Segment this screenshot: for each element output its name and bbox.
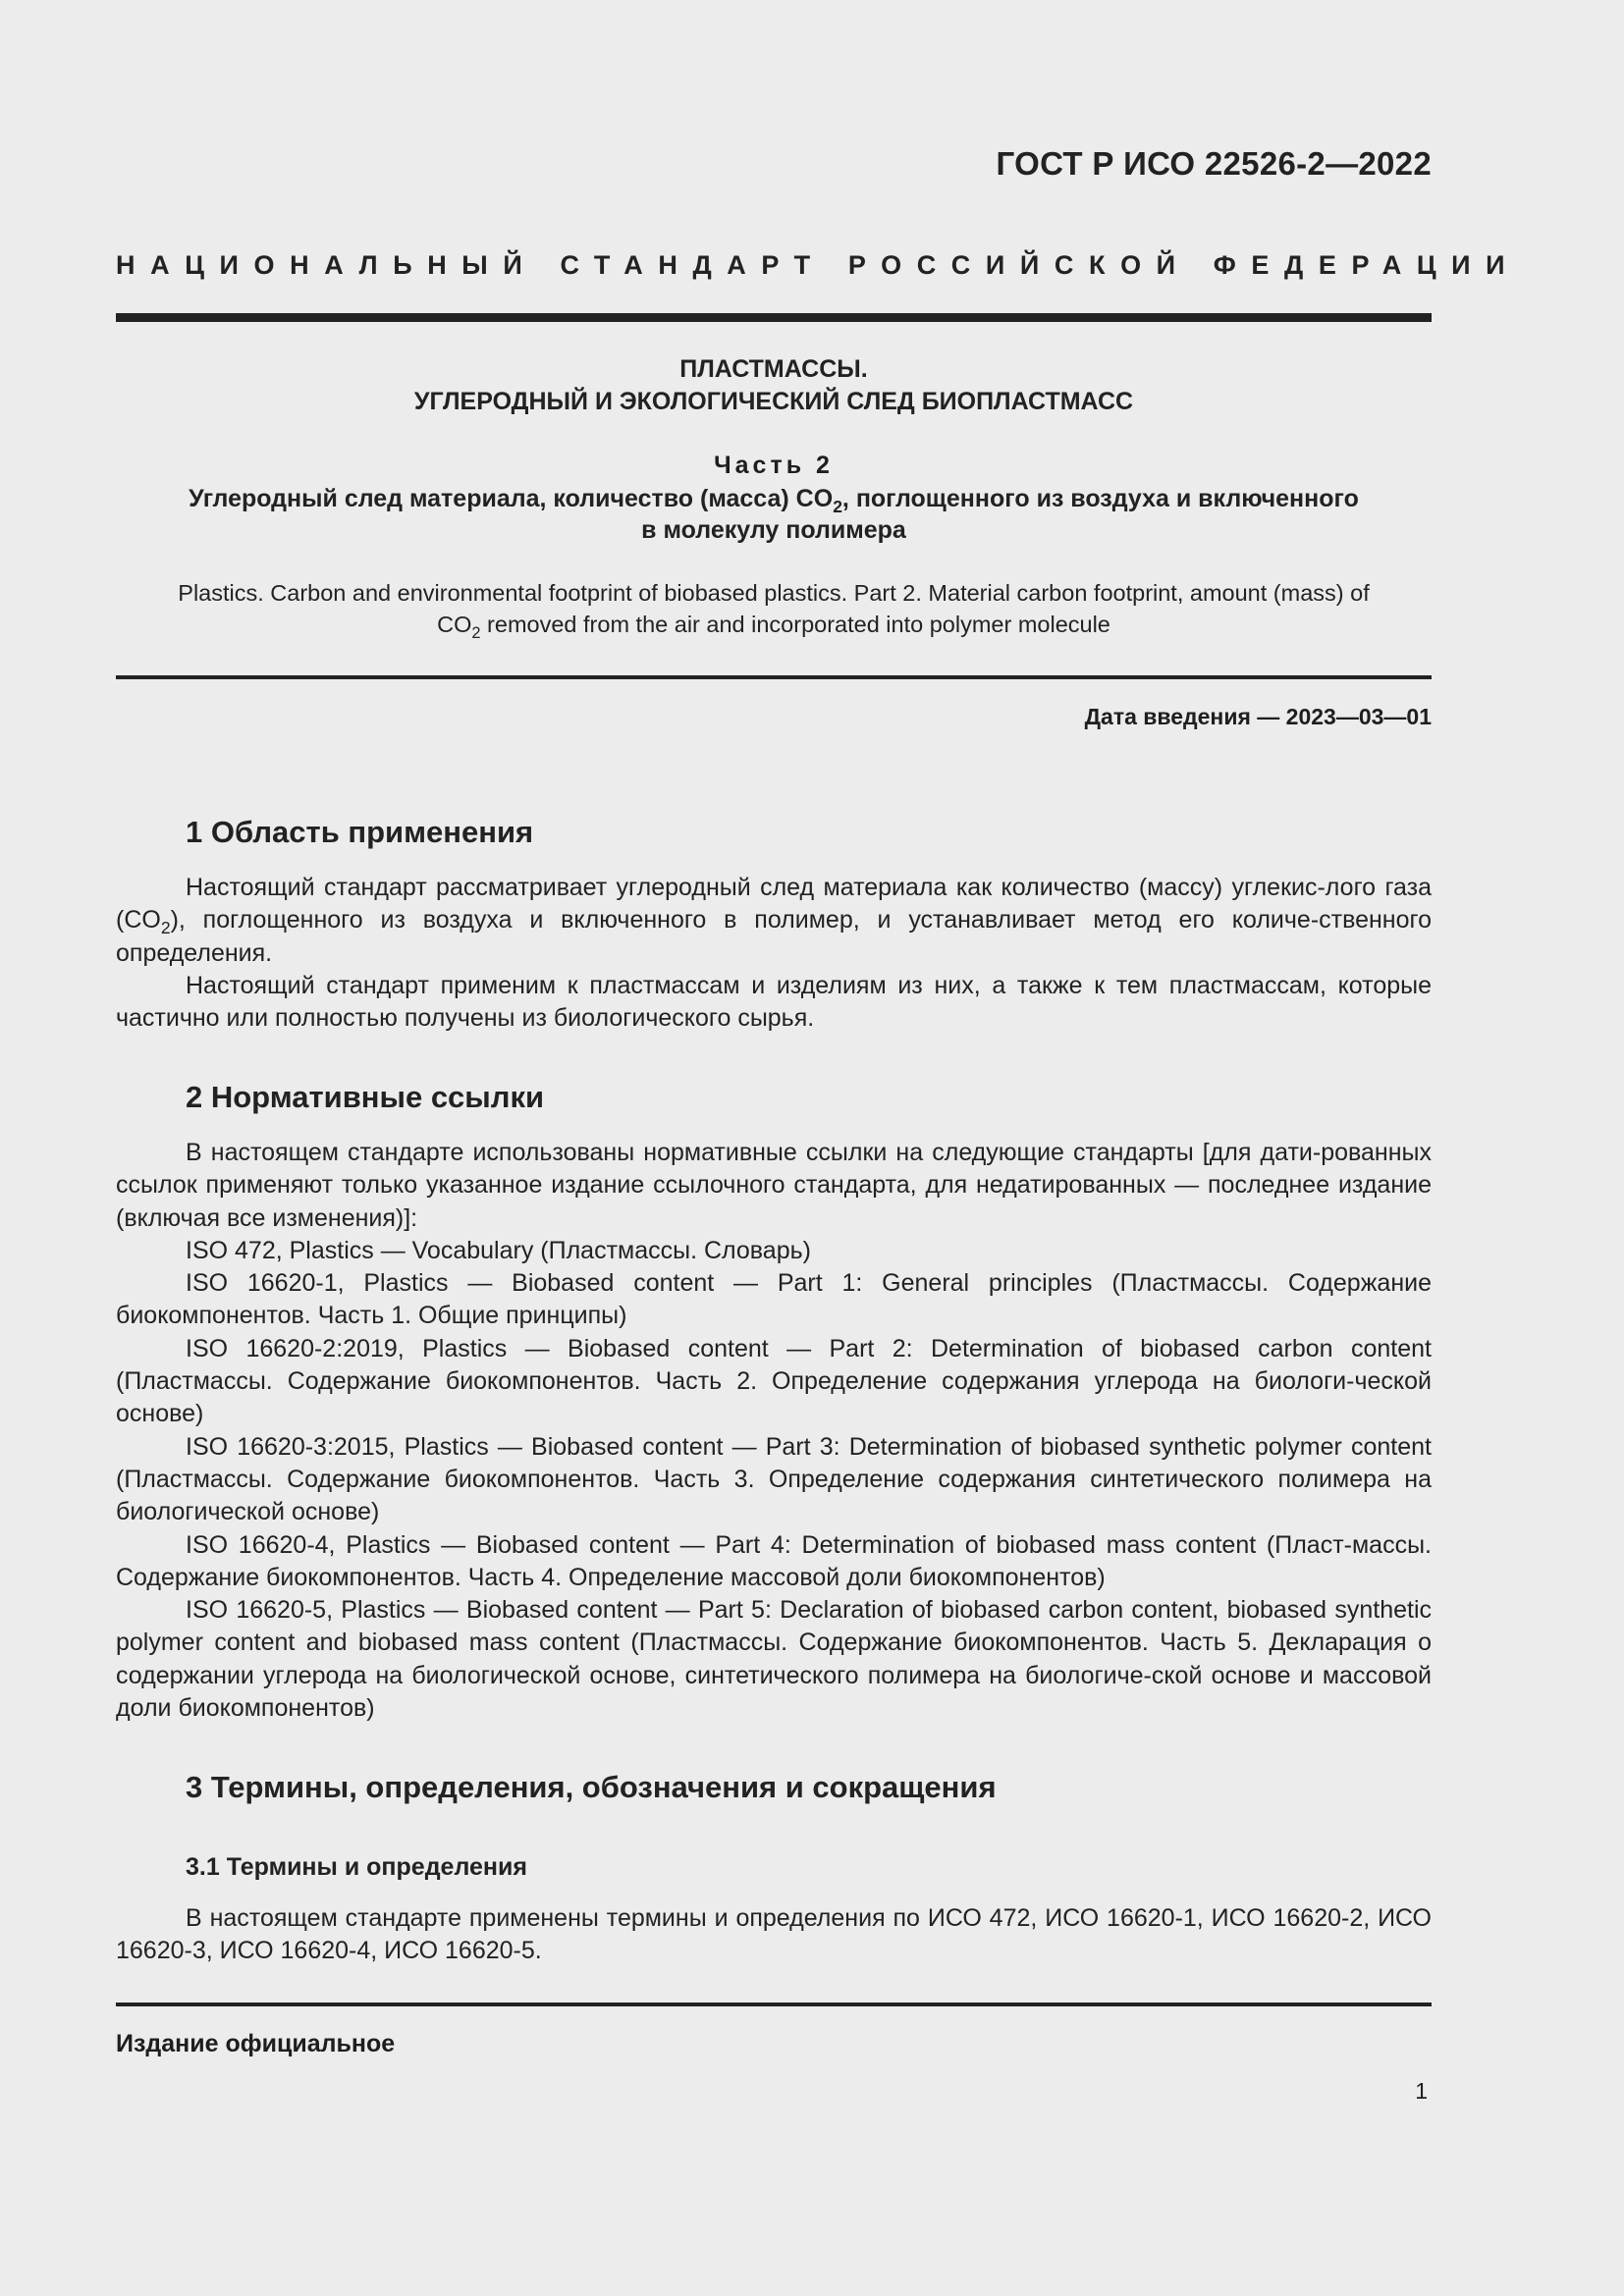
section-1-body	[116, 872, 1432, 1035]
section-1-p1-subscript: 2	[160, 918, 171, 938]
reference-item: ISO 16620-2:2019, Plastics — Biobased content — Part 2: Determination of biobased carbon content (Пластмассы. Содержание биокомпонентов. Часть 2. Определение содержания углерода на биологи-ческой основе)	[116, 1334, 1432, 1428]
standard-code: ГОСТ Р ИСО 22526-2—2022	[996, 145, 1432, 182]
section-1-p1-text-a: Настоящий стандарт рассматривает углеродный след материала как количество (массу) углекис-лого газа (CO	[116, 874, 1432, 934]
english-co: CO	[437, 612, 472, 637]
english-title	[116, 577, 1432, 640]
title-line-2: УГЛЕРОДНЫЙ И ЭКОЛОГИЧЕСКИЙ СЛЕД БИОПЛАСТМАСС	[413, 388, 1134, 415]
introduction-date: Дата введения — 2023—03—01	[1084, 704, 1432, 729]
english-text-b: removed from the air and incorporated into polymer molecule	[480, 612, 1110, 637]
reference-item: ISO 16620-3:2015, Plastics — Biobased content — Part 3: Determination of biobased synthetic polymer content (Пластмассы. Содержание биокомпонентов. Часть 3. Определение содержания синтетического полимера на биологической основе)	[116, 1432, 1432, 1526]
section-1-paragraph-1	[116, 872, 1432, 970]
english-subscript: 2	[471, 623, 481, 642]
subtitle-block	[116, 483, 1432, 546]
section-2-body	[116, 1137, 1432, 1725]
section-1-heading: 1 Область применения	[186, 815, 534, 849]
subtitle-line-2: в молекулу полимера	[641, 516, 906, 544]
footer-rule	[116, 2002, 1432, 2006]
top-thick-rule	[116, 313, 1432, 322]
reference-item: ISO 472, Plastics — Vocabulary (Пластмассы. Словарь)	[186, 1236, 811, 1264]
section-1-paragraph-2: Настоящий стандарт применим к пластмассам и изделиям из них, а также к тем пластмассам, которые частично или полностью получены из биологического сырья.	[116, 971, 1432, 1033]
section-3-1-heading: 3.1 Термины и определения	[186, 1853, 527, 1881]
title-line-1: ПЛАСТМАССЫ.	[679, 355, 868, 383]
subtitle-line-1	[116, 483, 1432, 517]
subtitle-subscript: 2	[833, 497, 842, 517]
section-2-heading: 2 Нормативные ссылки	[186, 1080, 545, 1114]
title-bottom-rule	[116, 675, 1432, 679]
part-label: Часть 2	[714, 452, 834, 479]
reference-item: ISO 16620-4, Plastics — Biobased content — Part 4: Determination of biobased mass content (Пласт-массы. Содержание биокомпонентов. Часть 4. Определение массовой доли биокомпонентов)	[116, 1530, 1432, 1591]
section-3-heading: 3 Термины, определения, обозначения и сокращения	[186, 1770, 997, 1804]
section-3-body	[116, 1902, 1432, 1968]
official-edition-label: Издание официальное	[116, 2030, 396, 2057]
page-number: 1	[1415, 2078, 1428, 2104]
title-block	[116, 353, 1432, 418]
section-1-p1-text-b: ), поглощенного из воздуха и включенного в полимер, и устанавливает метод его количе-ственного определения.	[116, 906, 1432, 967]
section-3-1-text: В настоящем стандарте применены термины и определения по ИСО 472, ИСО 16620-1, ИСО 16620-2, ИСО 16620-3, ИСО 16620-4, ИСО 16620-5.	[116, 1904, 1432, 1965]
reference-item: ISO 16620-1, Plastics — Biobased content — Part 1: General principles (Пластмассы. Содержание биокомпонентов. Часть 1. Общие принципы)	[116, 1269, 1432, 1330]
national-standard-heading: НАЦИОНАЛЬНЫЙ СТАНДАРТ РОССИЙСКОЙ ФЕДЕРАЦИИ	[116, 250, 1521, 280]
section-2-intro: В настоящем стандарте использованы нормативные ссылки на следующие стандарты [для дати-рованных ссылок применяют только указанное издание ссылочного стандарта, для недатированных — последнее издание (включая все изменения)]:	[116, 1139, 1432, 1232]
subtitle-text-b: , поглощенного из воздуха и включенного	[841, 485, 1359, 512]
subtitle-text-a: Углеродный след материала, количество (масса) CO	[189, 485, 834, 512]
english-title-line-2	[116, 609, 1432, 640]
reference-item: ISO 16620-5, Plastics — Biobased content — Part 5: Declaration of biobased carbon content, biobased synthetic polymer content and biobased mass content (Пластмассы. Содержание биокомпонентов. Часть 5. Декларация о содержании углерода на биологической основе, синтетического полимера на биологиче-ской основе и массовой доли биокомпонентов)	[116, 1596, 1432, 1723]
english-title-line-1: Plastics. Carbon and environmental footprint of biobased plastics. Part 2. Material carbon footprint, amount (mass) of	[178, 580, 1370, 606]
